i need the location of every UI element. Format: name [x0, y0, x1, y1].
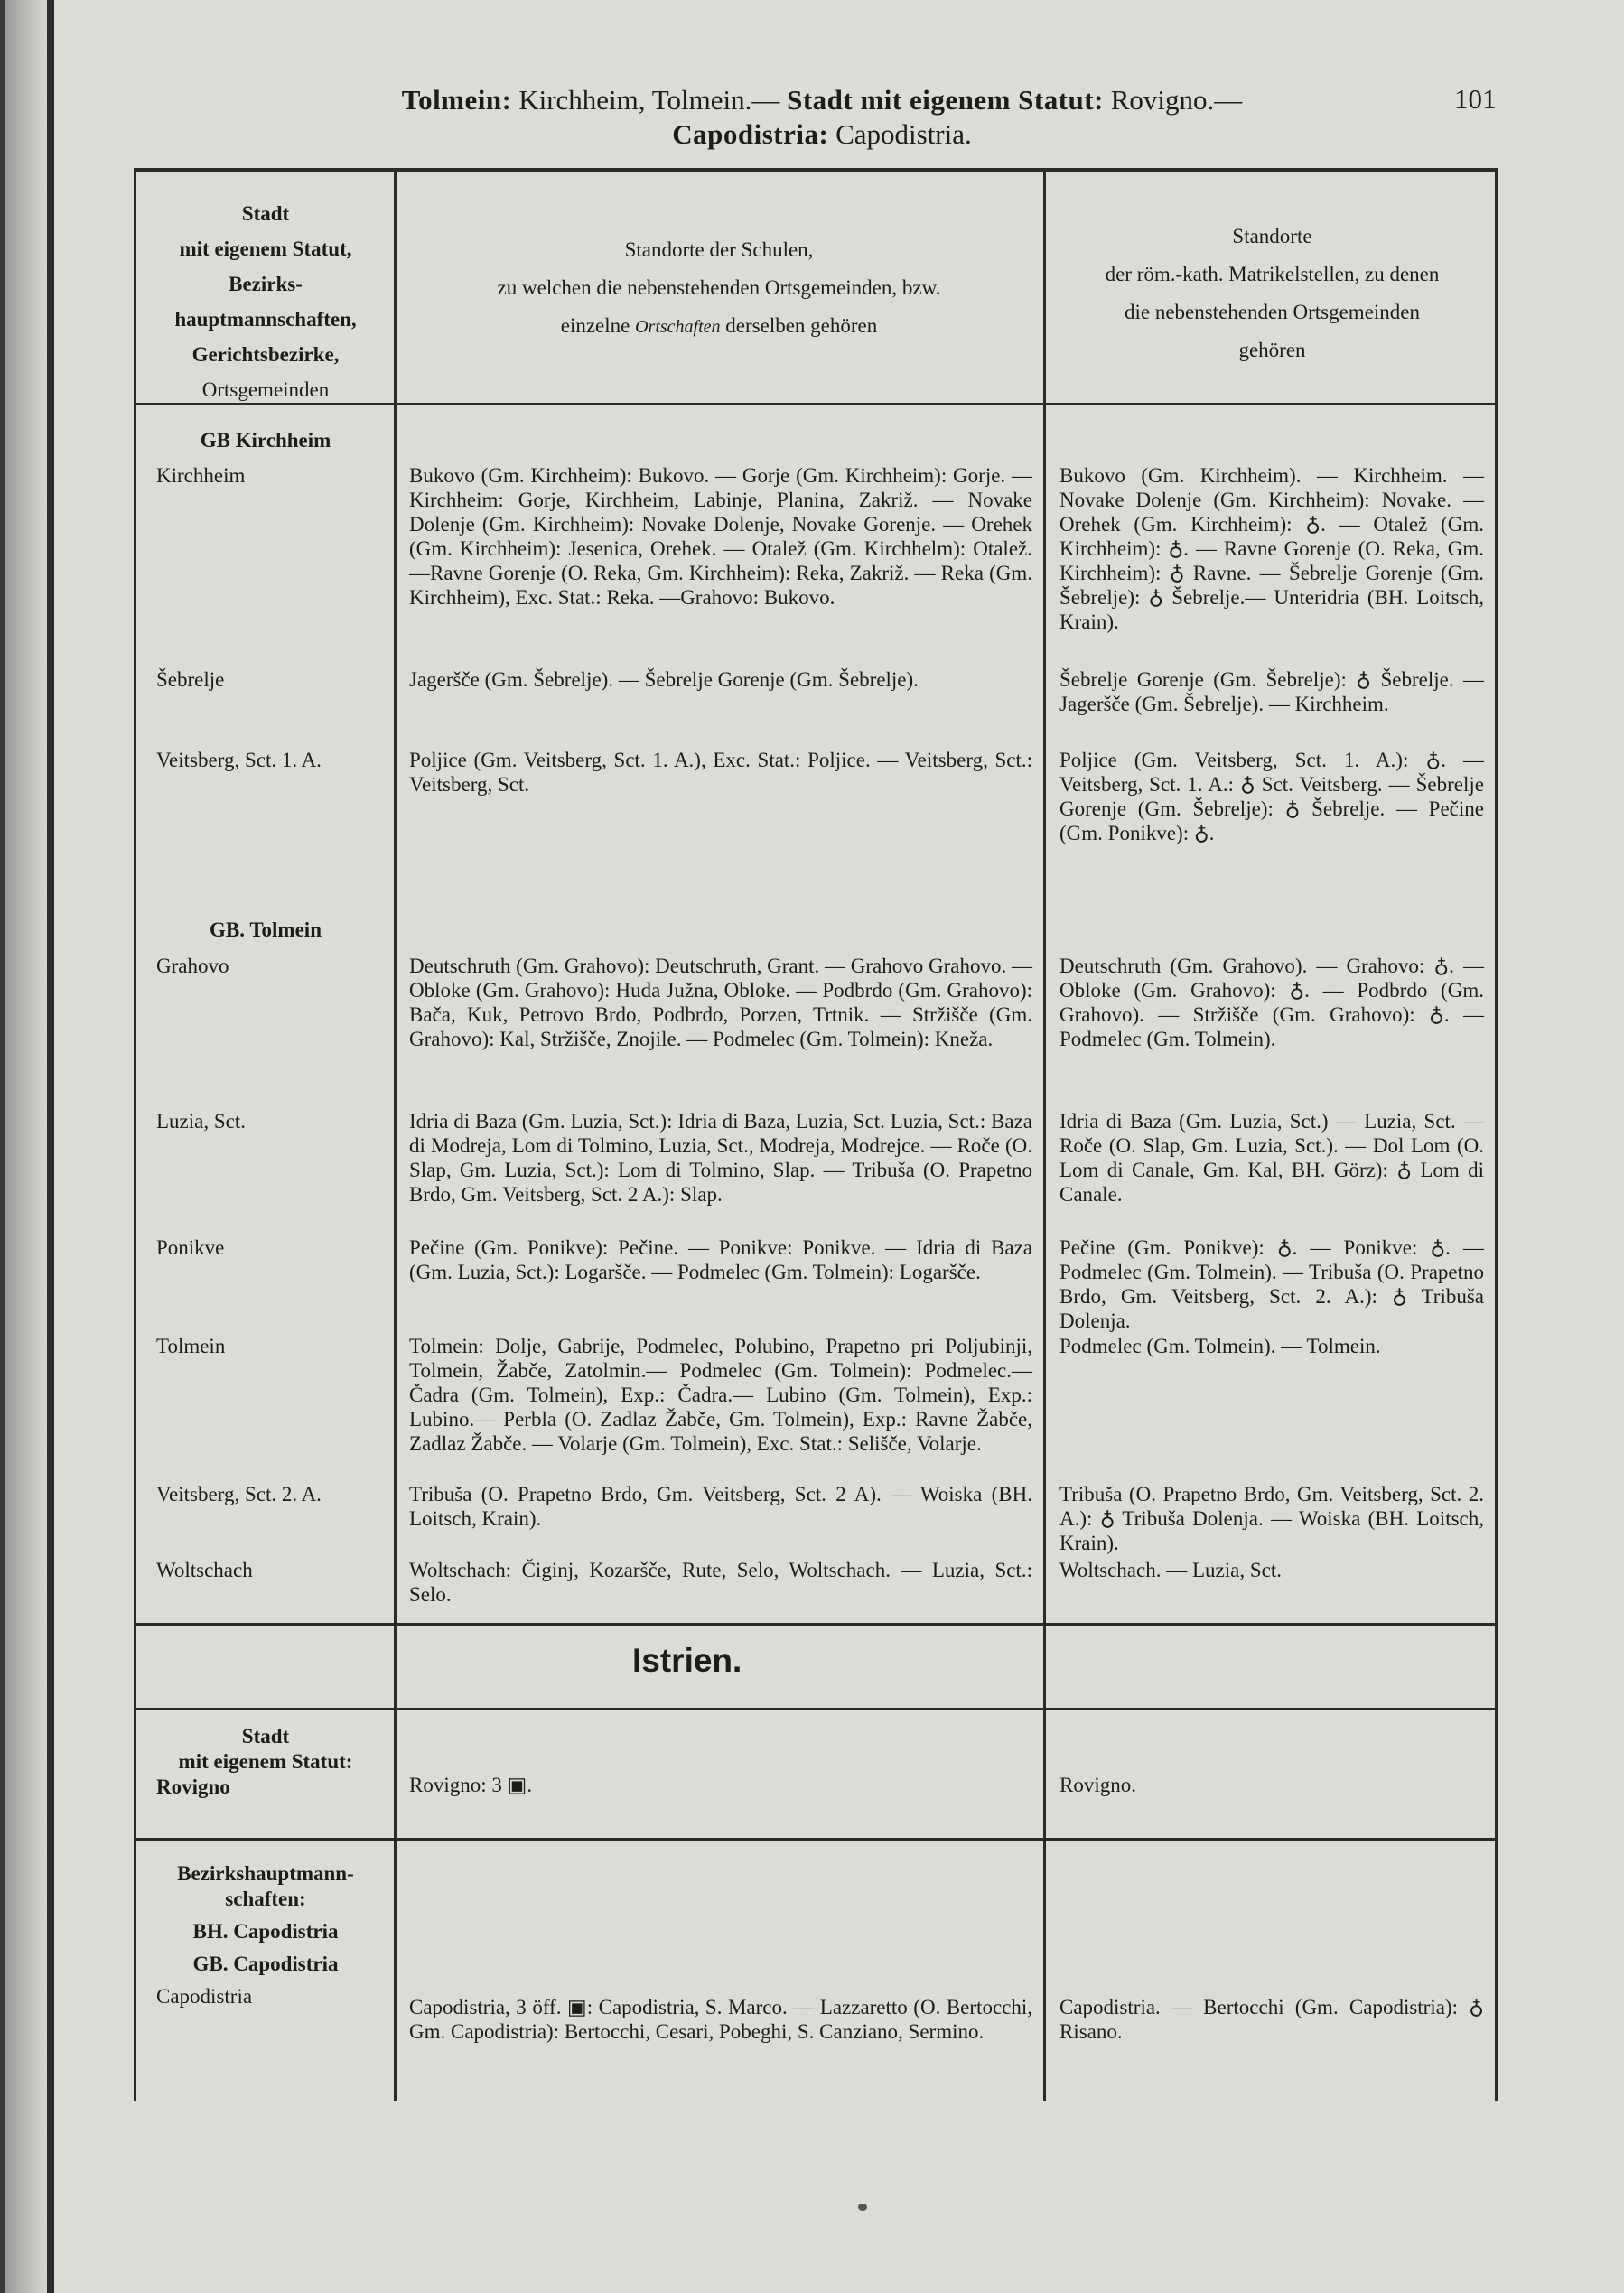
- main-table: [134, 168, 1498, 2101]
- matrikel-veitsberg-2: Tribuša (O. Prapetno Brdo, Gm. Veitsberg, Sct. 2. A.): ♁ Tribuša Dolenja. — Woiska (BH. Loitsch, Krain).: [1059, 1483, 1484, 1554]
- schools-kirchheim: Bukovo (Gm. Kirchheim): Bukovo. — Gorje (Gm. Kirchheim): Gorje. — Kirchheim: Gorje, Kirchheim, Labinje, Planina, Zakriž. — Novake Dolenje (Gm. Kirchheim): Novake Dolenje, Novake Gorenje. — Orehek (Gm. Kirchheim): Jesenica, Orehek. — Otalež (Gm. Kirchhelm): Otalež. —Ravne Gorenje (O. Reka, Gm. Kirchheim): Reka, Zakriž. — Reka (Gm. Kirchheim), Exc. Stat.: Reka. —Grahovo: Bukovo.: [409, 464, 1032, 609]
- gemeinde-kirchheim: Kirchheim: [156, 464, 246, 487]
- page-number: 101: [1454, 83, 1497, 115]
- matrikel-veitsberg-1: Poljice (Gm. Veitsberg, Sct. 1. A.): ♁. — Veitsberg, Sct. 1. A.: ♁ Sct. Veitsberg. — Šebrelje Gorenje (Gm. Šebrelje): ♁ Šebrelje. — Pečine (Gm. Ponikve): ♁.: [1059, 749, 1484, 844]
- col2-header: Standorte der Schulen, zu welchen die nebenstehenden Ortsgemeinden, bzw. einzelne Ortschaften derselben gehören: [497, 238, 941, 337]
- row-divider: [136, 1708, 1496, 1710]
- gemeinde-veitsberg-2: Veitsberg, Sct. 2. A.: [156, 1483, 322, 1505]
- gemeinde-luzia: Luzia, Sct.: [156, 1110, 246, 1133]
- matrikel-luzia: Idria di Baza (Gm. Luzia, Sct.) — Luzia, Sct. — Roče (O. Slap, Gm. Luzia, Sct.). — Dol Lom (O. Lom di Canale, Gm. Kal, BH. Görz): ♁ Lom di Canale.: [1059, 1110, 1484, 1206]
- header-line-1: Tolmein: Kirchheim, Tolmein.— Stadt mit eigenem Statut: Rovigno.—: [401, 84, 1243, 116]
- schools-sebrelje: Jageršče (Gm. Šebrelje). — Šebrelje Gorenje (Gm. Šebrelje).: [409, 668, 919, 691]
- schools-veitsberg-1: Poljice (Gm. Veitsberg, Sct. 1. A.), Exc. Stat.: Poljice. — Veitsberg, Sct.: Veitsberg, Sct.: [409, 749, 1032, 796]
- column-divider: [394, 172, 397, 2101]
- binding-line: [47, 0, 54, 2293]
- row-divider: [136, 1838, 1496, 1841]
- schools-veitsberg-2: Tribuša (O. Prapetno Brdo, Gm. Veitsberg, Sct. 2 A). — Woiska (BH. Loitsch, Krain).: [409, 1483, 1032, 1530]
- gemeinde-ponikve: Ponikve: [156, 1236, 225, 1259]
- gemeinde-tolmein: Tolmein: [156, 1335, 226, 1357]
- gemeinde-veitsberg-1: Veitsberg, Sct. 1. A.: [156, 749, 322, 771]
- col1-header: Stadt mit eigenem Statut, Bezirks- hauptmannschaften, Gerichtsbezirke, Ortsgemeinden: [174, 202, 357, 401]
- matrikel-kirchheim: Bukovo (Gm. Kirchheim). — Kirchheim. — Novake Dolenje (Gm. Kirchheim): Novake. — Orehek (Gm. Kirchheim): ♁. — Otalež (Gm. Kirchheim): ♁. — Ravne Gorenje (O. Reka, Gm. Kirchheim): ♁ Ravne. — Šebrelje Gorenje (Gm. Šebrelje): ♁ Šebrelje.— Unteridria (BH. Loitsch, Krain).: [1059, 464, 1484, 633]
- matrikel-rovigno: Rovigno.: [1059, 1774, 1136, 1796]
- matrikel-grahovo: Deutschruth (Gm. Grahovo). — Grahovo: ♁. — Obloke (Gm. Grahovo): ♁. — Podbrdo (Gm. Grahovo). — Stržišče (Gm. Grahovo): ♁. — Podmelec (Gm. Tolmein).: [1059, 955, 1484, 1050]
- gb-kirchheim: GB Kirchheim: [200, 429, 331, 452]
- gemeinde-woltschach: Woltschach: [156, 1559, 253, 1581]
- matrikel-sebrelje: Šebrelje Gorenje (Gm. Šebrelje): ♁ Šebrelje. — Jageršče (Gm. Šebrelje). — Kirchheim.: [1059, 668, 1484, 715]
- schools-grahovo: Deutschruth (Gm. Grahovo): Deutschruth, Grant. — Grahovo Grahovo. — Obloke (Gm. Grahovo): Huda Južna, Obloke. — Podbrdo (Gm. Grahovo): Bača, Kuk, Petrovo Brdo, Podbrdo, Porzen, Trtnik. — Stržišče (Gm. Grahovo): Kal, Stržišče, Znojile. — Podmelec (Gm. Tolmein): Kneža.: [409, 955, 1032, 1050]
- stadt-rovigno-label: Stadt mit eigenem Statut: Rovigno: [156, 1725, 353, 1798]
- gb-tolmein: GB. Tolmein: [210, 918, 322, 941]
- schools-luzia: Idria di Baza (Gm. Luzia, Sct.): Idria di Baza, Luzia, Sct. Luzia, Sct.: Baza di Modreja, Lom di Tolmino, Luzia, Sct., Modreja, Modrejce. — Roče (O. Slap, Gm. Luzia, Sct.): Lom di Tolmino, Slap. — Tribuša (O. Prapetno Brdo, Gm. Veitsberg, Sct. 2 A.): Slap.: [409, 1110, 1032, 1206]
- row-divider: [136, 1623, 1496, 1626]
- schools-capodistria: Capodistria, 3 öff. ▣: Capodistria, S. Marco. — Lazzaretto (O. Bertocchi, Gm. Capodistria): Bertocchi, Cesari, Pobeghi, S. Canziano, Sermino.: [409, 1996, 1032, 2043]
- gemeinde-sebrelje: Šebrelje: [156, 668, 225, 691]
- section-title-istrien: Istrien.: [632, 1642, 742, 1679]
- schools-ponikve: Pečine (Gm. Ponikve): Pečine. — Ponikve: Ponikve. — Idria di Baza (Gm. Luzia, Sct.): Logaršče. — Podmelec (Gm. Tolmein): Logaršče.: [409, 1236, 1032, 1283]
- gemeinde-grahovo: Grahovo: [156, 955, 229, 977]
- matrikel-capodistria: Capodistria. — Bertocchi (Gm. Capodistria): ♁ Risano.: [1059, 1996, 1484, 2043]
- schools-woltschach: Woltschach: Čiginj, Kozaršče, Rute, Selo, Woltschach. — Luzia, Sct.: Selo.: [409, 1559, 1032, 1606]
- ink-spot: [858, 2204, 867, 2211]
- schools-rovigno: Rovigno: 3 ▣.: [409, 1774, 533, 1796]
- page-header: [135, 83, 1508, 152]
- schools-tolmein: Tolmein: Dolje, Gabrije, Podmelec, Polubino, Prapetno pri Poljubinji, Tolmein, Žabče, Zatolmin.— Podmelec (Gm. Tolmein): Podmelec.— Čadra (Gm. Tolmein), Exp.: Čadra.— Lubino (Gm. Tolmein), Exp.: Lubino.— Perbla (O. Zadlaz Žabče, Gm. Tolmein), Exp.: Ravne Žabče, Zadlaz Žabče. — Volarje (Gm. Tolmein), Exc. Stat.: Selišče, Volarje.: [409, 1335, 1032, 1455]
- bh-capodistria-label: Bezirkshauptmann- schaften: BH. Capodistria GB. Capodistria Capodistria: [156, 1862, 354, 2008]
- col3-header: Standorte der röm.-kath. Matrikelstellen, zu denen die nebenstehenden Ortsgemeinden gehören: [1105, 225, 1440, 361]
- matrikel-ponikve: Pečine (Gm. Ponikve): ♁. — Ponikve: ♁. — Podmelec (Gm. Tolmein). — Tribuša (O. Prapetno Brdo, Gm. Veitsberg, Sct. 2. A.): ♁ Tribuša Dolenja.: [1059, 1236, 1484, 1332]
- matrikel-woltschach: Woltschach. — Luzia, Sct.: [1059, 1559, 1282, 1581]
- column-divider: [1043, 172, 1046, 2101]
- header-line-2: Capodistria: Capodistria.: [672, 118, 972, 150]
- matrikel-tolmein: Podmelec (Gm. Tolmein). — Tolmein.: [1059, 1335, 1381, 1357]
